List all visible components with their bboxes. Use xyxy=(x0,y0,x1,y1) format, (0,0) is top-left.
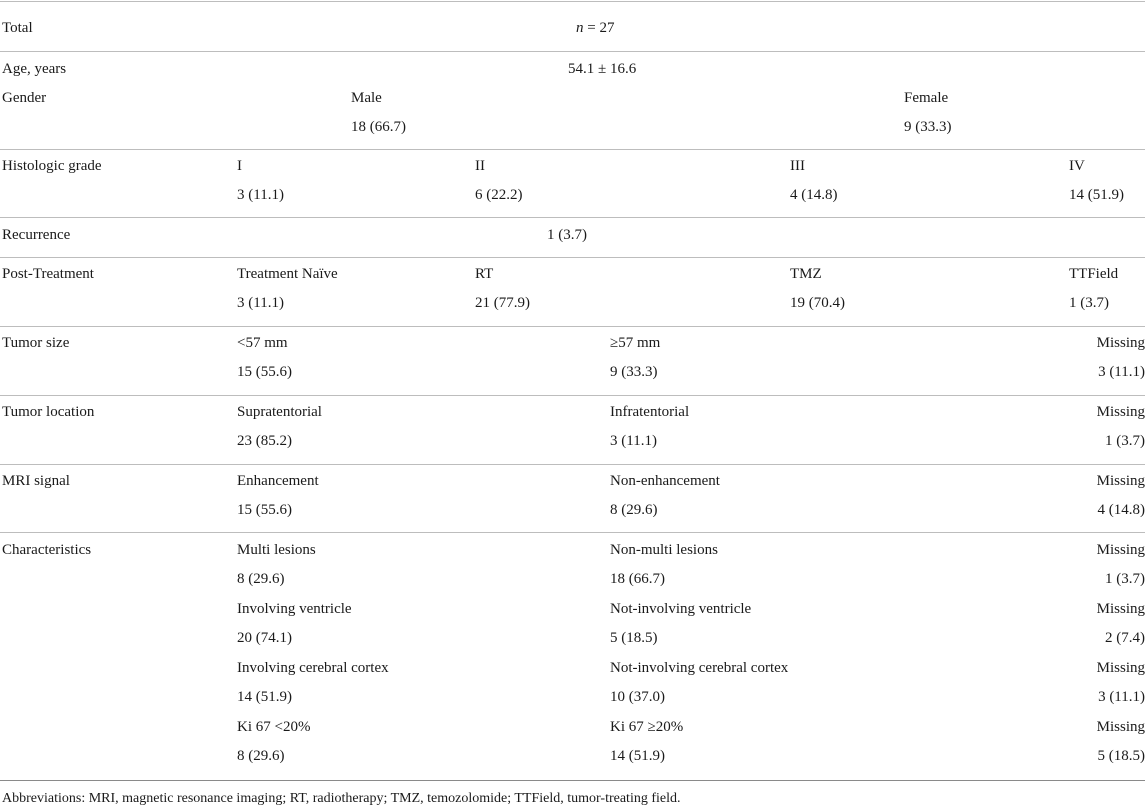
treatment-value: 3 (11.1) xyxy=(237,295,284,311)
category-b-value: 8 (29.6) xyxy=(610,502,658,518)
treatment-label: Treatment Naïve xyxy=(237,266,338,282)
table-footnote: Abbreviations: MRI, magnetic resonance imaging; RT, radiotherapy; TMZ, temozolomide; TTField, tumor-treating field. xyxy=(2,791,681,806)
category-b-value: 18 (66.7) xyxy=(610,571,665,587)
row-label: Gender xyxy=(2,90,47,106)
missing-label: Missing xyxy=(1096,335,1145,351)
row-divider xyxy=(0,51,1145,52)
table-bottom-rule xyxy=(0,780,1145,781)
grade-label: III xyxy=(790,158,805,174)
missing-value: 2 (7.4) xyxy=(1105,630,1145,646)
row-label: Tumor location xyxy=(2,404,95,420)
missing-label: Missing xyxy=(1096,601,1145,617)
category-a-label: Multi lesions xyxy=(237,542,316,558)
treatment-value: 21 (77.9) xyxy=(475,295,530,311)
row-label: MRI signal xyxy=(2,473,70,489)
age-value: 54.1 ± 16.6 xyxy=(568,61,637,77)
grade-label: I xyxy=(237,158,242,174)
category-b-value: 9 (33.3) xyxy=(610,364,658,380)
n-symbol: n xyxy=(576,20,584,36)
female-value: 9 (33.3) xyxy=(904,119,952,135)
category-a-label: Ki 67 <20% xyxy=(237,719,311,735)
row-divider xyxy=(0,326,1145,327)
treatment-label: TMZ xyxy=(790,266,822,282)
row-label: Recurrence xyxy=(2,227,71,243)
treatment-value: 19 (70.4) xyxy=(790,295,845,311)
missing-label: Missing xyxy=(1096,473,1145,489)
male-value: 18 (66.7) xyxy=(351,119,406,135)
row-divider xyxy=(0,464,1145,465)
grade-label: II xyxy=(475,158,485,174)
category-a-value: 15 (55.6) xyxy=(237,364,292,380)
row-divider xyxy=(0,149,1145,150)
category-b-value: 10 (37.0) xyxy=(610,689,665,705)
category-b-value: 14 (51.9) xyxy=(610,748,665,764)
treatment-label: RT xyxy=(475,266,494,282)
category-b-label: Non-enhancement xyxy=(610,473,720,489)
missing-label: Missing xyxy=(1096,542,1145,558)
category-b-value: 3 (11.1) xyxy=(610,433,657,449)
male-label: Male xyxy=(351,90,382,106)
category-b-label: Non-multi lesions xyxy=(610,542,718,558)
category-b-label: Not-involving cerebral cortex xyxy=(610,660,789,676)
category-a-label: Enhancement xyxy=(237,473,319,489)
row-label: Characteristics xyxy=(2,542,92,558)
row-divider xyxy=(0,532,1145,533)
missing-value: 5 (18.5) xyxy=(1097,748,1145,764)
total-value xyxy=(576,19,614,37)
row-label: Age, years xyxy=(2,61,67,77)
grade-value: 3 (11.1) xyxy=(237,187,284,203)
missing-value: 3 (11.1) xyxy=(1098,364,1145,380)
row-label: Total xyxy=(2,20,33,36)
category-a-value: 23 (85.2) xyxy=(237,433,292,449)
treatment-value: 1 (3.7) xyxy=(1069,295,1109,311)
recurrence-value: 1 (3.7) xyxy=(547,227,587,243)
grade-label: IV xyxy=(1069,158,1085,174)
missing-label: Missing xyxy=(1096,404,1145,420)
missing-value: 1 (3.7) xyxy=(1105,571,1145,587)
category-a-value: 8 (29.6) xyxy=(237,748,285,764)
n-value: = 27 xyxy=(587,20,615,36)
table-top-rule xyxy=(0,1,1145,2)
category-a-label: Supratentorial xyxy=(237,404,322,420)
grade-value: 14 (51.9) xyxy=(1069,187,1124,203)
category-b-label: Infratentorial xyxy=(610,404,690,420)
treatment-label: TTField xyxy=(1069,266,1119,282)
row-divider xyxy=(0,217,1145,218)
missing-value: 1 (3.7) xyxy=(1105,433,1145,449)
row-label: Post-Treatment xyxy=(2,266,94,282)
row-divider xyxy=(0,395,1145,396)
category-b-label: Not-involving ventricle xyxy=(610,601,752,617)
category-b-label: Ki 67 ≥20% xyxy=(610,719,684,735)
category-a-label: Involving cerebral cortex xyxy=(237,660,389,676)
category-b-label: ≥57 mm xyxy=(610,335,661,351)
missing-value: 4 (14.8) xyxy=(1097,502,1145,518)
row-label: Tumor size xyxy=(2,335,70,351)
grade-value: 6 (22.2) xyxy=(475,187,523,203)
category-a-label: Involving ventricle xyxy=(237,601,352,617)
category-a-label: <57 mm xyxy=(237,335,288,351)
grade-value: 4 (14.8) xyxy=(790,187,838,203)
missing-label: Missing xyxy=(1096,719,1145,735)
category-a-value: 8 (29.6) xyxy=(237,571,285,587)
category-b-value: 5 (18.5) xyxy=(610,630,658,646)
category-a-value: 15 (55.6) xyxy=(237,502,292,518)
category-a-value: 14 (51.9) xyxy=(237,689,292,705)
category-a-value: 20 (74.1) xyxy=(237,630,292,646)
female-label: Female xyxy=(904,90,949,106)
row-divider xyxy=(0,257,1145,258)
row-label: Histologic grade xyxy=(2,158,102,174)
missing-label: Missing xyxy=(1096,660,1145,676)
missing-value: 3 (11.1) xyxy=(1098,689,1145,705)
